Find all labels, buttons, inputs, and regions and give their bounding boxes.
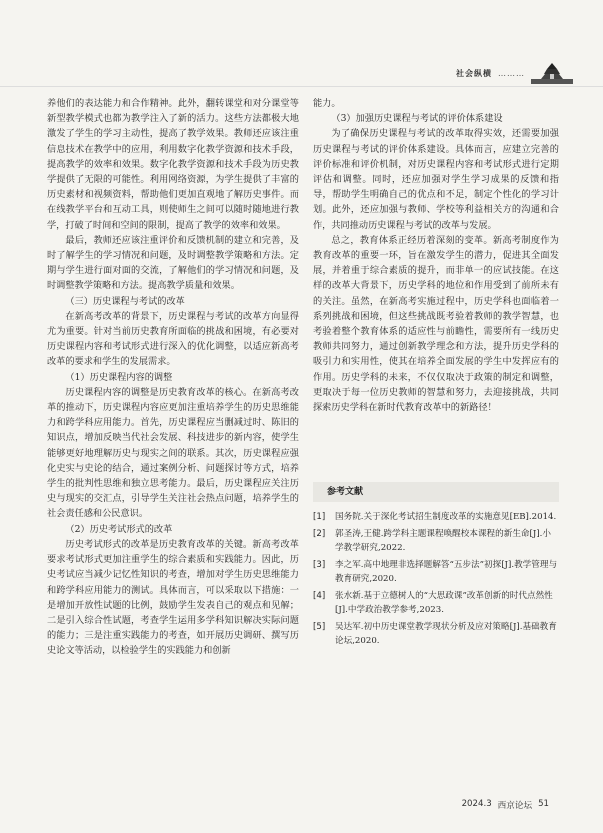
reference-item (313, 527, 559, 556)
reference-item (313, 620, 559, 649)
reference-item (313, 589, 559, 618)
paragraph: 历史课程内容的调整是历史教育改革的核心。在新高考改革的推动下，历史课程内容应更加注重培养学生的历史思维能力和跨学科应用能力。首先，历史课程应当删减过时、陈旧的知识点，增加反映当代社会发展、科技进步的新内容，使学生能够更好地理解历史与现实之间的联系。其次，历史课程应强化史实与史论的结合，通过案例分析、问题探讨等方式，培养学生的批判性思维和独立思考能力。最后，历史课程应关注历史与现实的交汇点，引导学生关注社会热点问题，培养学生的社会责任感和公民意识。 (47, 386, 299, 520)
reference-text: 吴达军.初中历史课堂教学现状分析及应对策略[J].基础教育论坛,2020. (335, 621, 557, 646)
section-heading: （2）历史考试形式的改革 (65, 523, 173, 535)
page-footer (462, 799, 549, 811)
journal-name: 西京论坛 (497, 801, 533, 811)
reference-item (313, 558, 559, 587)
reference-number: [3] (313, 559, 326, 570)
header-dots: ……… (498, 68, 525, 78)
reference-item (313, 510, 559, 525)
page-header (456, 62, 573, 84)
paragraph: 养他们的表达能力和合作精神。此外，翻转课堂和对分课堂等新型教学模式也都为教学注入了新的活力。这些方法都极大地激发了学生的学习主动性，提高了教学效果。教师还应该注重信息技术在教学中的应用，利用数字化教学资源和技术手段，提高教学的效率和效果。数字化教学资源和技术手段为历史教学提供了无限的可能性。利用网络资源，为学生提供了丰富的历史素材和视频资料，帮助他们更加直观地了解历史事件。而在线教学平台和互动工具，则使师生之间可以随时随地进行教学，打破了时间和空间的限制，提高了教学的效率和效果。 (47, 98, 299, 231)
reference-number: [1] (313, 512, 326, 522)
reference-number: [2] (313, 528, 326, 539)
header-divider (0, 86, 603, 87)
section-title: 社会纵横 (456, 68, 492, 78)
reference-number: [4] (313, 590, 326, 601)
left-column (47, 96, 299, 659)
section-heading: （3）加强历史课程与考试的评价体系建设 (331, 113, 503, 125)
pagoda-icon (531, 62, 573, 84)
references-title: 参考文献 (313, 482, 559, 502)
reference-text: 李之军.高中地理非选择题解答“五步法”初探[J].教学管理与教育研究,2020. (335, 559, 558, 584)
page-number: 51 (538, 799, 549, 809)
reference-number: [5] (313, 621, 326, 632)
right-column (313, 96, 559, 415)
reference-text: 张水新.基于立德树人的“大思政课”改革创新的时代点然性[J].中学政治教学参考,2023. (335, 590, 553, 615)
paragraph: 历史考试形式的改革是历史教育改革的关键。新高考改革要求考试形式更加注重学生的综合素质和实践能力。因此，历史考试应当减少记忆性知识的考查，增加对学生历史思维能力和跨学科应用能力的测试。具体而言，可以采取以下措施：一是增加开放性试题的比例，鼓励学生发表自己的观点和见解；二是引入综合性试题，考查学生运用多学科知识解决实际问题的能力；三是注重实践能力的考查，如开展历史调研、撰写历史论文等活动，以检验学生的实践能力和创新 (47, 538, 299, 657)
paragraph: 能力。 (313, 98, 341, 109)
section-heading: （三）历史课程与考试的改革 (65, 295, 185, 307)
reference-text: 国务院.关于深化考试招生制度改革的实施意见[EB].2014. (335, 512, 557, 522)
references-list (313, 510, 559, 649)
paragraph: 为了确保历史课程与考试的改革取得实效，还需要加强历史课程与考试的评价体系建设。具体而言，应建立完善的评价标准和评价机制，对历史课程内容和考试形式进行定期评估和调整。同时，还应加强对学生学习成果的反馈和指导，帮助学生明确自己的优点和不足，制定个性化的学习计划。此外，还应加强与教师、学校等利益相关方的沟通和合作，共同推动历史课程与考试的改革与发展。 (313, 128, 559, 231)
paragraph: 最后，教师还应该注重评价和反馈机制的建立和完善，及时了解学生的学习情况和问题，及时调整教学策略和方法。定期与学生进行面对面的交流，了解他们的学习情况和问题，及时调整教学策略和方法。提高教学质量和效果。 (47, 234, 299, 292)
references-section (313, 482, 559, 651)
section-heading: （1）历史课程内容的调整 (65, 371, 173, 383)
paragraph: 在新高考改革的背景下，历史课程与考试的改革方向显得尤为重要。针对当前历史教育所面临的挑战和困境，有必要对历史课程内容和考试形式进行深入的优化调整，以适应新高考改革的要求和学生的发展需求。 (47, 310, 299, 368)
reference-text: 郭圣涛,王健.跨学科主题课程唤醒校本课程的新生命[J].小学教学研究,2022. (335, 528, 552, 553)
issue-number: 2024.3 (461, 799, 492, 809)
paragraph: 总之，教育体系正经历着深刻的变革。新高考制度作为教育改革的重要一环，旨在激发学生的潜力，促进其全面发展，并着重于综合素质的提升，而非单一的应试技能。在这样的改革大背景下，历史学科的地位和作用受到了前所未有的关注。虽然，在新高考实施过程中，历史学科也面临着一系列挑战和困境，但这些挑战既考验着教师的教学智慧，也考验着整个教育体系的适应性与前瞻性，需要所有一线历史教师共同努力，通过创新教学理念和方法，提升历史学科的吸引力和实用性，使其在培养全面发展的学生中发挥应有的作用。历史学科的未来，不仅仅取决于政策的制定和调整，更取决于每一位历史教师的智慧和努力，去迎接挑战，共同探索历史学科在新时代教育改革中的新路径！ (313, 234, 559, 414)
